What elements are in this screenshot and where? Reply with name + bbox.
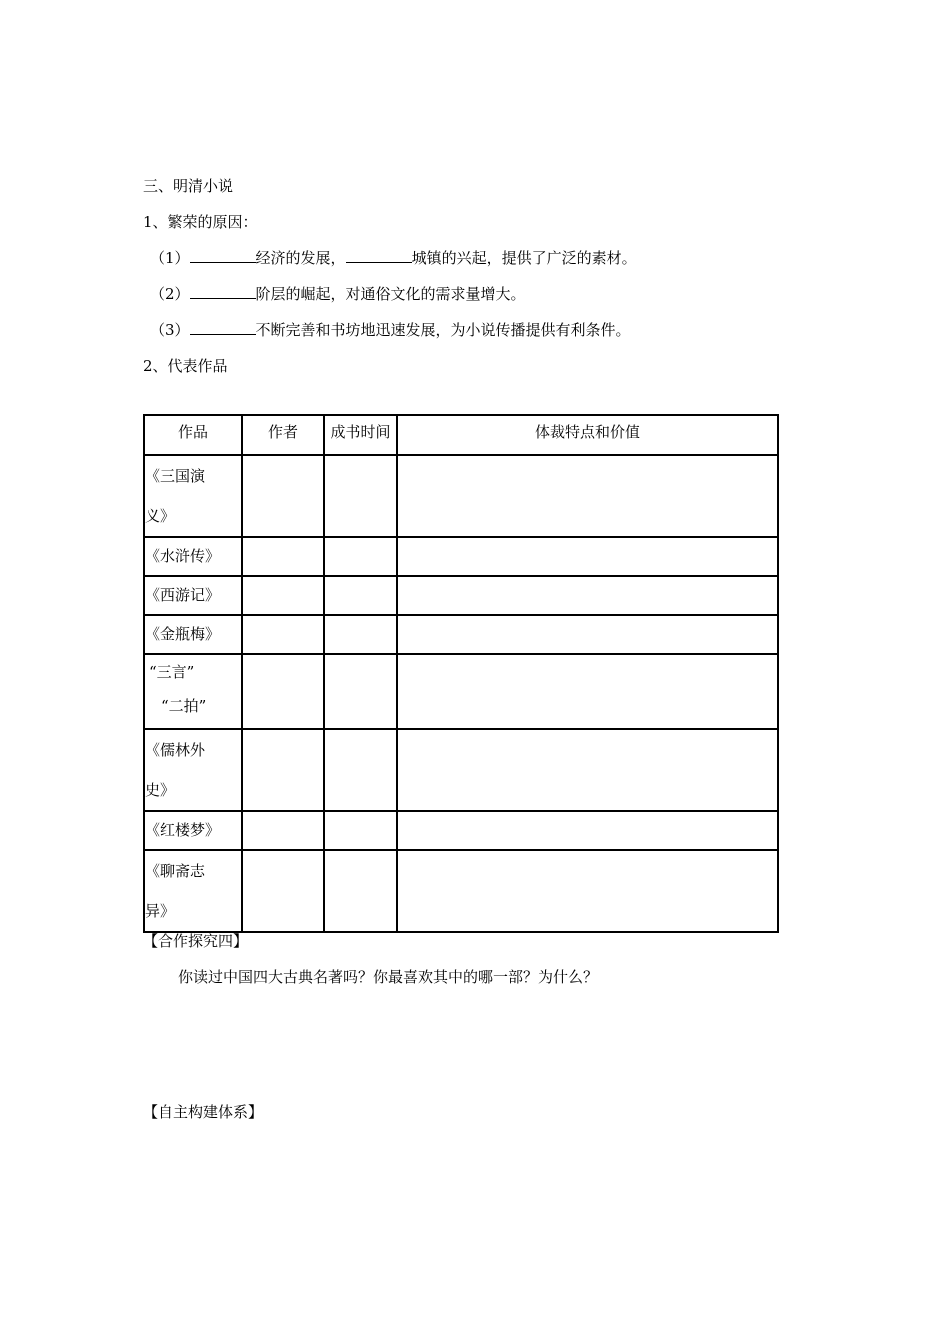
author-cell[interactable]	[242, 576, 324, 615]
reason-1-text-a: 经济的发展，	[255, 249, 346, 267]
reason-3	[150, 320, 631, 340]
reason-3-blank[interactable]	[190, 320, 256, 335]
reason-1-blank-a[interactable]	[190, 248, 256, 263]
reason-2-text: 阶层的崛起，对通俗文化的需求量增大。	[255, 285, 526, 303]
author-cell[interactable]	[242, 811, 324, 850]
cooperate-question: 你读过中国四大古典名著吗？你最喜欢其中的哪一部？为什么？	[178, 968, 599, 986]
time-cell[interactable]	[324, 537, 397, 576]
work-cell	[144, 455, 242, 537]
time-cell[interactable]	[324, 654, 397, 729]
reason-2-blank[interactable]	[190, 284, 256, 299]
author-cell[interactable]	[242, 654, 324, 729]
build-title: 【自主构建体系】	[143, 1103, 264, 1121]
work-cell	[144, 576, 242, 615]
work-cell	[144, 615, 242, 654]
table-row	[144, 537, 778, 576]
work-name-line: 《三国演	[145, 467, 206, 485]
value-cell[interactable]	[397, 455, 778, 537]
author-cell[interactable]	[242, 729, 324, 811]
work-cell	[144, 850, 242, 932]
time-cell[interactable]	[324, 615, 397, 654]
work-name-line: 《红楼梦》	[145, 821, 221, 839]
works-table	[143, 414, 779, 933]
work-name-line: 义》	[145, 507, 176, 525]
value-cell[interactable]	[397, 850, 778, 932]
work-name-line: 史》	[145, 781, 176, 799]
cooperate-title: 【合作探究四】	[143, 932, 249, 950]
work-name-line: 《金瓶梅》	[145, 625, 221, 643]
header-author: 作者	[242, 415, 324, 455]
reason-1	[150, 248, 637, 268]
reason-1-text-b: 城镇的兴起，提供了广泛的素材。	[411, 249, 637, 267]
header-time: 成书时间	[324, 415, 397, 455]
table-row	[144, 729, 778, 811]
time-cell[interactable]	[324, 576, 397, 615]
value-cell[interactable]	[397, 654, 778, 729]
header-work: 作品	[144, 415, 242, 455]
question-2-label: 2、代表作品	[143, 357, 228, 375]
work-cell	[144, 811, 242, 850]
work-name-line: 《西游记》	[145, 586, 221, 604]
reason-2-prefix: （2）	[150, 285, 190, 303]
question-1-label: 1、繁荣的原因：	[143, 213, 258, 231]
reason-1-blank-b[interactable]	[346, 248, 412, 263]
author-cell[interactable]	[242, 537, 324, 576]
work-name-line: 《水浒传》	[145, 547, 221, 565]
table-row	[144, 455, 778, 537]
time-cell[interactable]	[324, 455, 397, 537]
header-genre-value: 体裁特点和价值	[397, 415, 778, 455]
reason-2	[150, 284, 526, 304]
work-cell	[144, 537, 242, 576]
value-cell[interactable]	[397, 537, 778, 576]
time-cell[interactable]	[324, 850, 397, 932]
author-cell[interactable]	[242, 850, 324, 932]
reason-3-text: 不断完善和书坊地迅速发展，为小说传播提供有利条件。	[255, 321, 631, 339]
reason-1-prefix: （1）	[150, 249, 190, 267]
table-row	[144, 850, 778, 932]
value-cell[interactable]	[397, 811, 778, 850]
table-row	[144, 811, 778, 850]
author-cell[interactable]	[242, 455, 324, 537]
time-cell[interactable]	[324, 729, 397, 811]
work-name-line: 《儒林外	[145, 741, 206, 759]
table-row	[144, 576, 778, 615]
work-cell	[144, 729, 242, 811]
table-row	[144, 654, 778, 729]
value-cell[interactable]	[397, 615, 778, 654]
reason-3-prefix: （3）	[150, 321, 190, 339]
author-cell[interactable]	[242, 615, 324, 654]
work-name-line: “二拍”	[161, 697, 207, 715]
work-name-line: 异》	[145, 902, 176, 920]
value-cell[interactable]	[397, 576, 778, 615]
time-cell[interactable]	[324, 811, 397, 850]
table-row	[144, 615, 778, 654]
work-name-line: “三言”	[149, 663, 195, 681]
value-cell[interactable]	[397, 729, 778, 811]
section-heading: 三、明清小说	[143, 177, 234, 195]
work-cell	[144, 654, 242, 729]
work-name-line: 《聊斋志	[145, 862, 206, 880]
table-header-row	[144, 415, 778, 455]
